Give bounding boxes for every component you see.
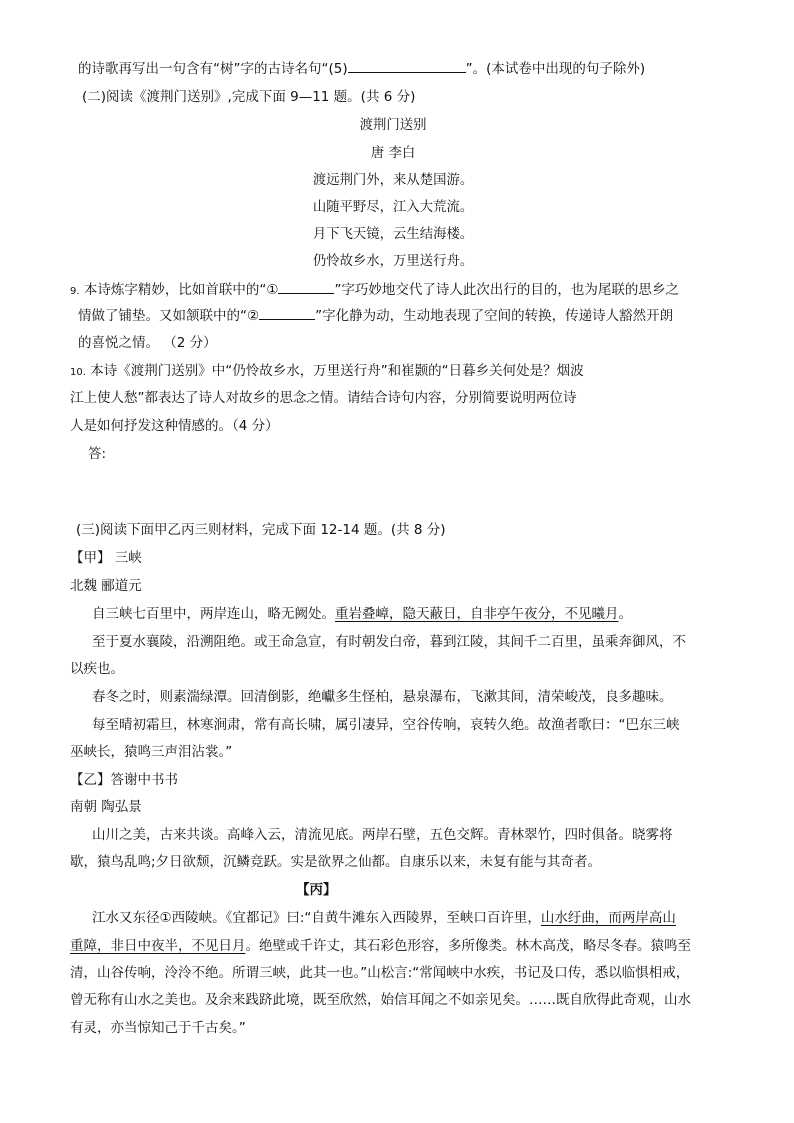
- q10-number: 10.: [70, 367, 86, 378]
- poem-line: 仍怜故乡水，万里送行舟。: [312, 253, 474, 269]
- bing-text: 江水又东径①西陵峡。《宜都记》曰:“自黄牛滩东入西陵界，至峡口百许里，: [92, 910, 541, 926]
- jia-underlined-sentence: 重岩叠嶂，隐天蔽日，自非亭午夜分，不见曦月: [335, 606, 619, 622]
- q9-line3: 的喜悦之情。 （2 分）: [78, 335, 217, 351]
- jia-author: 北魏 郦道元: [70, 578, 142, 594]
- jia-paragraph-1: [92, 604, 632, 624]
- poem-line: 月下飞天镜，云生结海楼。: [312, 226, 474, 242]
- poem-title: 渡荆门送别: [359, 117, 427, 133]
- intro-text-a: 的诗歌再写出一句含有“树”字的古诗名句“(5): [78, 61, 348, 77]
- q10-line1: [70, 361, 584, 383]
- yi-paragraph-1: 山川之美，古来共谈。高峰入云，清流见底。两岸石壁，五色交辉。青林翠竹，四时俱备。晓雾将: [92, 827, 673, 843]
- intro-text-b: ”。(本试卷中出现的句子除外): [465, 61, 646, 77]
- poem-line: 山随平野尽，江入大荒流。: [312, 199, 474, 215]
- q10-text-a: 本诗《渡荆门送别》中“仍怜故乡水，万里送行舟”和崔颢的“日暮乡关何处是？烟波: [85, 363, 584, 379]
- q9-line1: [70, 280, 679, 302]
- bing-underlined-sentence: 山水纡曲，而两岸高山: [540, 910, 676, 926]
- bing-underlined-sentence-cont: 重障，非日中夜半，不见日月: [70, 938, 246, 954]
- bing-title: 【丙】: [296, 882, 337, 898]
- jia-text: 。: [618, 606, 632, 622]
- poem-author: 唐 李白: [370, 145, 416, 161]
- answer-blank-q9-1[interactable]: [278, 280, 334, 294]
- section2-heading: (二)阅读《渡荆门送别》,完成下面 9—11 题。(共 6 分): [82, 89, 416, 105]
- answer-blank-5[interactable]: [348, 59, 466, 73]
- q9-text-b: ”字巧妙地交代了诗人此次出行的目的，也为尾联的思乡之: [334, 282, 679, 298]
- bing-line-1: [92, 908, 676, 928]
- bing-line-2: [70, 936, 691, 956]
- intro-line: [78, 59, 645, 79]
- jia-paragraph-4-cont: 巫峡长，猿鸣三声泪沾裳。”: [70, 744, 233, 760]
- yi-title: 【乙】答谢中书书: [70, 772, 178, 788]
- answer-blank-q9-2[interactable]: [259, 306, 315, 320]
- jia-paragraph-2-cont: 以疾也。: [70, 661, 124, 677]
- answer-label: 答:: [88, 446, 107, 462]
- yi-paragraph-1-cont: 歇，猿鸟乱鸣;夕日欲颓，沉鳞竞跃。实是欲界之仙都。自康乐以来，未复有能与其奇者。: [70, 854, 602, 870]
- jia-paragraph-4: 每至晴初霜旦，林寒涧肃，常有高长啸，属引凄异，空谷传响，哀转久绝。故渔者歌曰：“巴东三峡: [92, 717, 680, 733]
- jia-title: 【甲】 三峡: [70, 550, 142, 566]
- q9-text-d: ”字化静为动，生动地表现了空间的转换，传递诗人豁然开朗: [315, 308, 674, 324]
- bing-line-3: 清，山谷传响，泠泠不绝。所谓三峡，此其一也。”山松言:“常闻峡中水疾，书记及口传，悉以临惧相戒，: [70, 965, 690, 981]
- q9-text-a: 本诗炼字精妙，比如首联中的“①: [79, 282, 279, 298]
- q9-line2: [78, 306, 673, 326]
- q10-line3: 人是如何抒发这种情感的。（4 分）: [70, 418, 279, 434]
- section3-heading: (三)阅读下面甲乙丙三则材料，完成下面 12-14 题。(共 8 分): [76, 522, 446, 538]
- q9-number: 9.: [70, 286, 80, 297]
- q9-text-c: 情做了铺垫。又如颔联中的“②: [78, 308, 260, 324]
- jia-paragraph-3: 春冬之时，则素湍绿潭。回清倒影，绝巘多生怪柏，悬泉瀑布，飞漱其间，清荣峻茂，良多趣味。: [92, 689, 673, 705]
- poem-line: 渡远荆门外，来从楚国游。: [312, 172, 474, 188]
- answer-area[interactable]: [110, 444, 710, 504]
- bing-line-5: 有灵，亦当惊知己于千古矣。”: [70, 1020, 246, 1036]
- jia-paragraph-2: 至于夏水襄陵，沿溯阻绝。或王命急宣，有时朝发白帝，暮到江陵，其间千二百里，虽乘奔御风，不: [92, 634, 686, 650]
- yi-author: 南朝 陶弘景: [70, 799, 142, 815]
- bing-text: 。绝壁或千许丈，其石彩色形容，多所像类。林木高茂，略尽冬春。猿鸣至: [245, 938, 691, 954]
- jia-text: 自三峡七百里中，两岸连山，略无阙处。: [92, 606, 335, 622]
- bing-line-4: 曾无称有山水之美也。及余来践跻此境，既至欣然，始信耳闻之不如亲见矣。……既自欣得此奇观，山水: [70, 992, 691, 1008]
- q10-line2: 江上使人愁”都表达了诗人对故乡的思念之情。请结合诗句内容，分别简要说明两位诗: [70, 390, 577, 406]
